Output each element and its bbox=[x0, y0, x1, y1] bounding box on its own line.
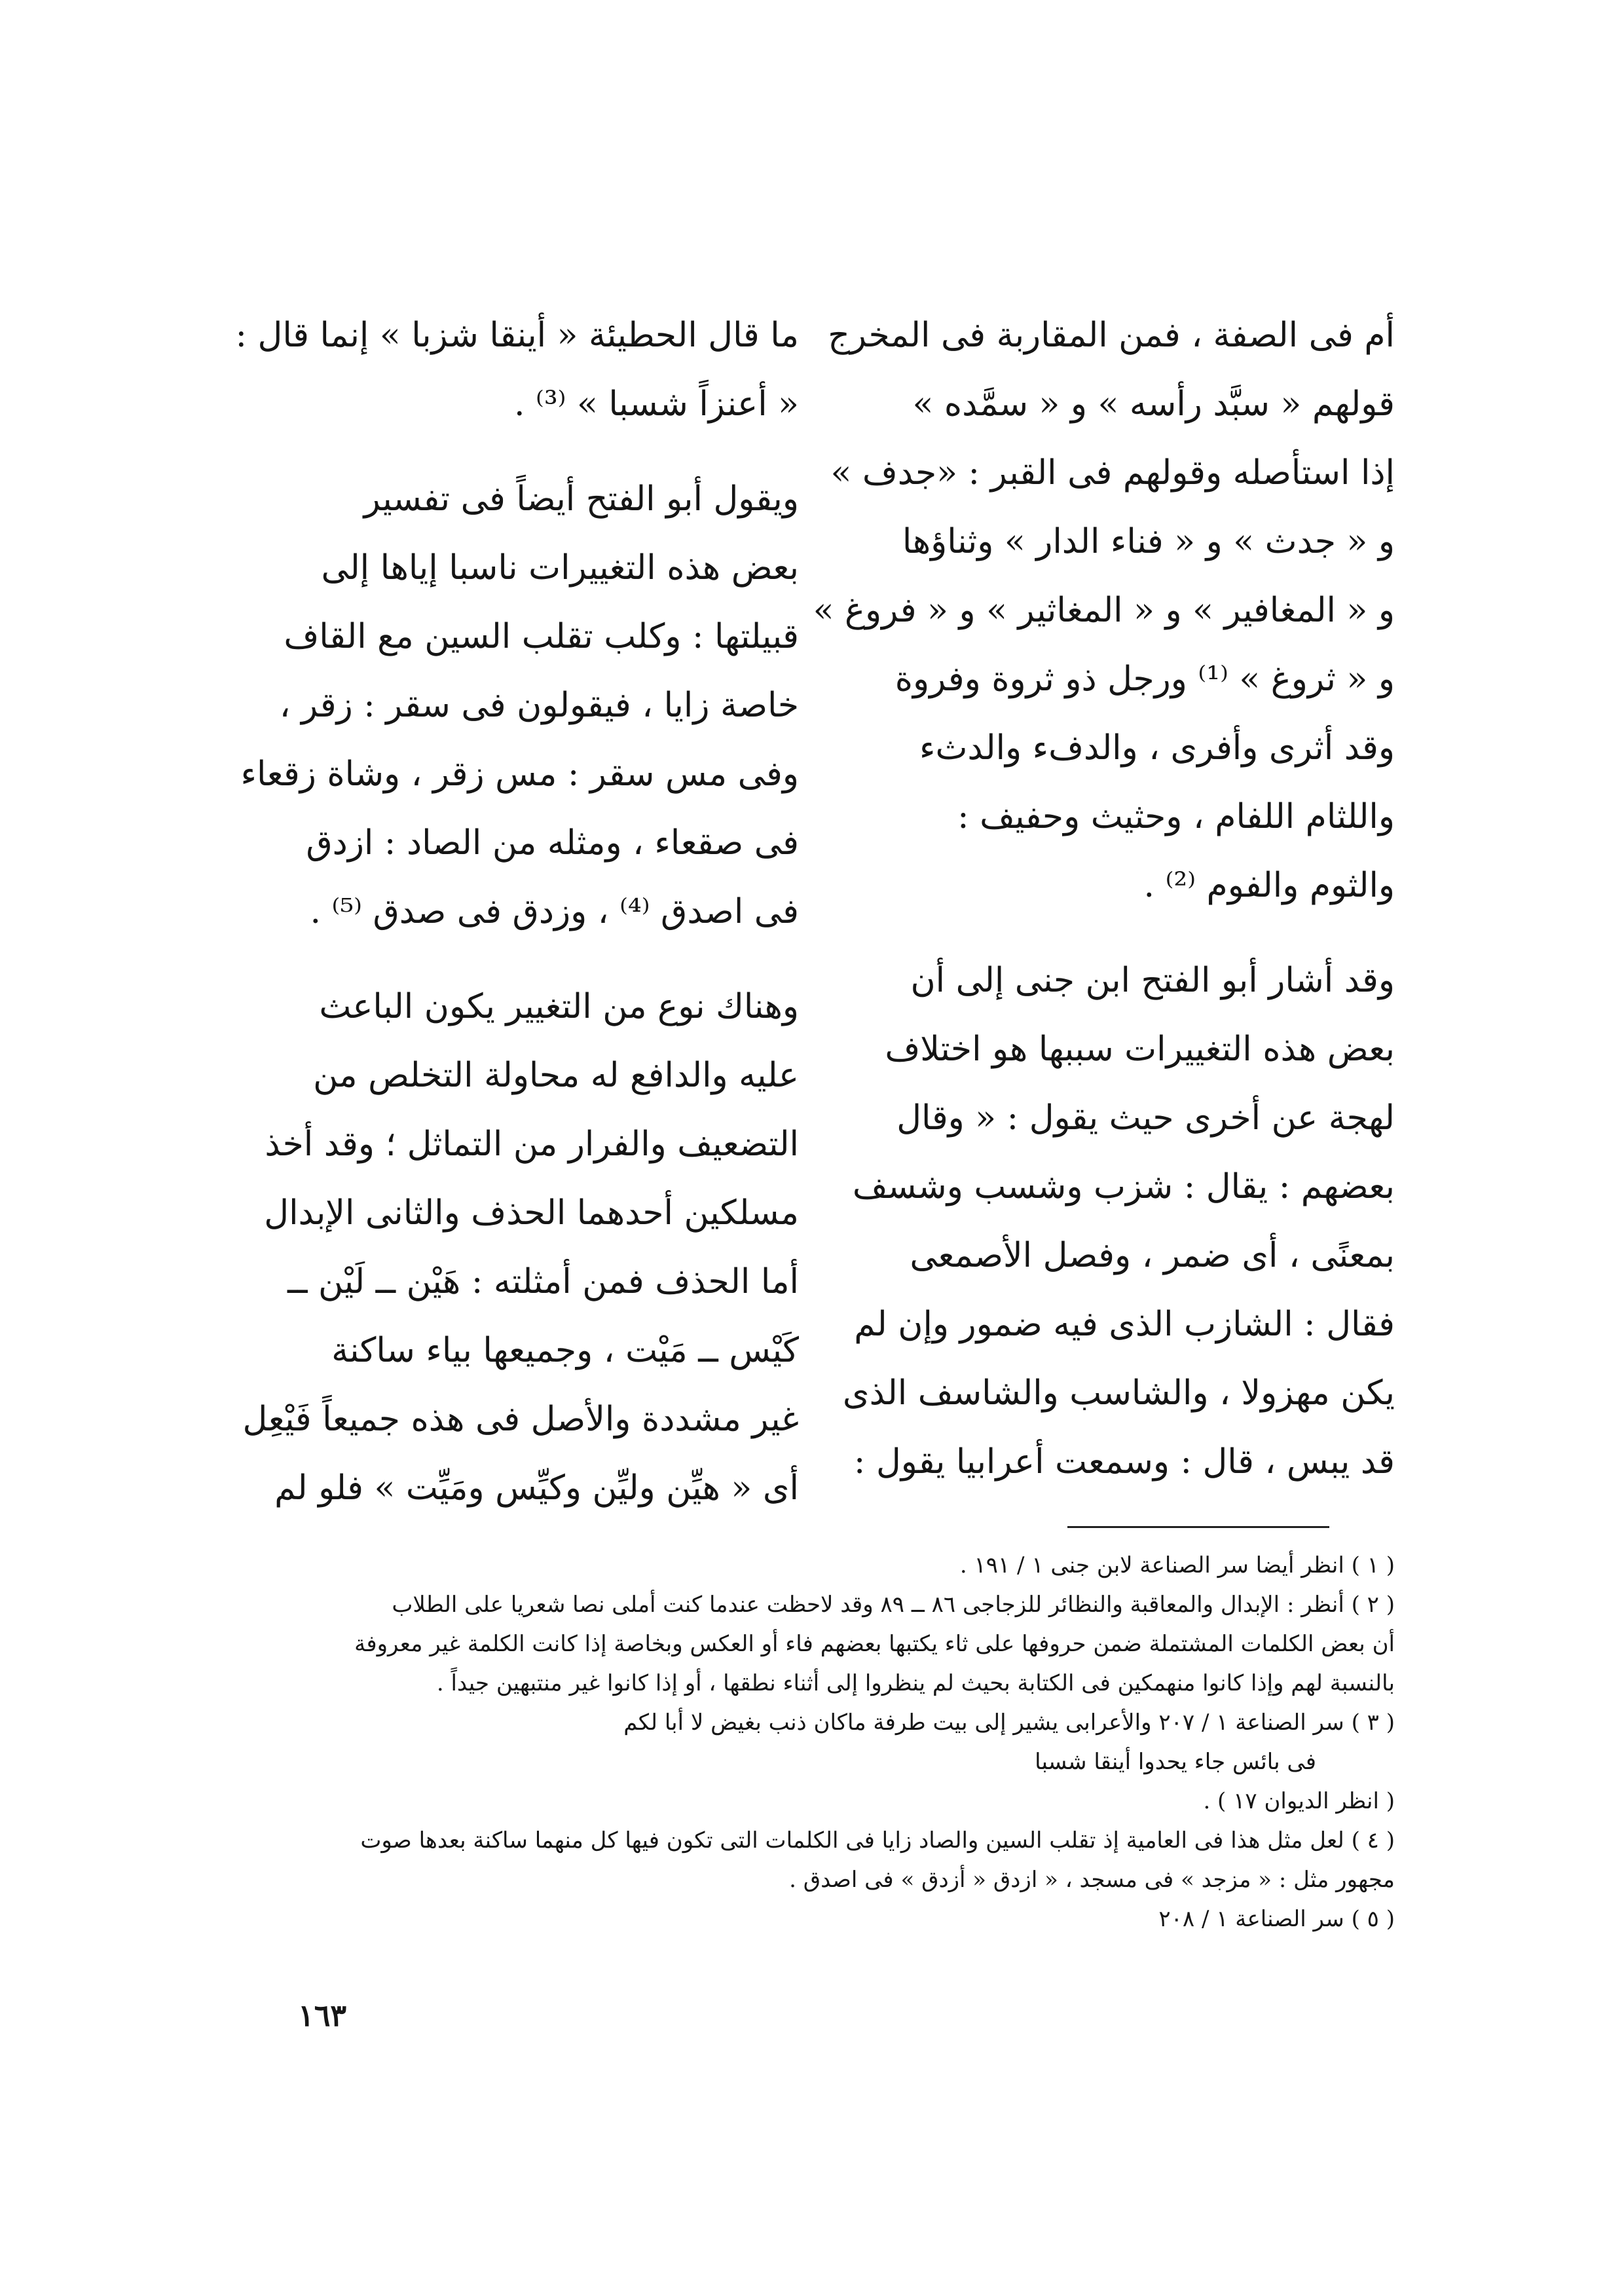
text-line: وقد أشار أبو الفتح ابن جنى إلى أن bbox=[910, 961, 1395, 1000]
paragraph-left-1 bbox=[235, 301, 799, 439]
text-line: و « جدث » و « فناء الدار » وثناؤها bbox=[902, 522, 1395, 561]
text-line: أم فى الصفة ، فمن المقاربة فى المخرج bbox=[828, 316, 1395, 355]
footnote-5: ( ٥ ) سر الصناعة ١ / ٢٠٨ bbox=[1158, 1906, 1395, 1932]
text-line: و « المغافير » و « المغاثير » و « فروغ » bbox=[813, 591, 1395, 630]
text-line: و « ثروغ » ⁽¹⁾ ورجل ذو ثروة وفروة bbox=[895, 660, 1395, 699]
paragraph-left-3 bbox=[242, 973, 799, 1523]
text-line: ما قال الحطيئة « أينقا شزبا » إنما قال : bbox=[235, 316, 799, 355]
paragraph-right-1 bbox=[813, 301, 1395, 920]
text-line: ويقول أبو الفتح أيضاً فى تفسير bbox=[363, 479, 799, 519]
footnote-3-verse: فى بائس جاء يحدوا أينقا شسبا bbox=[1035, 1749, 1316, 1775]
text-line: وهناك نوع من التغيير يكون الباعث bbox=[319, 987, 799, 1026]
paragraph-gap bbox=[301, 439, 799, 465]
footnote-2: ( ٢ ) أنظر : الإبدال والمعاقبة والنظائر للزجاجى ٨٦ ــ ٨٩ وقد لاحظت عندما كنت أملى نصا شعريا على الطلاب bbox=[392, 1592, 1395, 1618]
footnote-3-cont: ( انظر الديوان ١٧ ) . bbox=[1203, 1788, 1395, 1814]
text-line: بعض هذه التغييرات سببها هو اختلاف bbox=[885, 1030, 1395, 1069]
text-line: « أعنزاً شسبا » ⁽³⁾ . bbox=[513, 384, 799, 424]
text-line: يكن مهزولا ، والشاسب والشاسف الذى bbox=[842, 1373, 1395, 1413]
text-line: خاصة زايا ، فيقولون فى سقر : زقر ، bbox=[279, 686, 799, 725]
text-line: أما الحذف فمن أمثلته : هَيْن ــ لَيْن ــ bbox=[287, 1262, 799, 1301]
text-line: بعضهم : يقال : شزب وشسب وشسف bbox=[852, 1167, 1395, 1206]
text-line: أى « هيِّن وليِّن وكيِّس ومَيِّت » فلو لم bbox=[274, 1468, 799, 1508]
footnote-divider bbox=[1067, 1526, 1329, 1528]
text-line: قد يبس ، قال : وسمعت أعرابيا يقول : bbox=[853, 1442, 1395, 1482]
text-line: بعض هذه التغييرات ناسبا إياها إلى bbox=[321, 548, 799, 588]
text-line: التضعيف والفرار من التماثل ؛ وقد أخذ bbox=[265, 1125, 799, 1164]
text-line: وقد أثرى وأفرى ، والدفء والدثء bbox=[919, 728, 1395, 768]
text-line: كَيْس ــ مَيْت ، وجميعها بياء ساكنة bbox=[331, 1331, 799, 1370]
page-number: ١٦٣ bbox=[298, 1998, 347, 2033]
paragraph-left-2 bbox=[240, 465, 799, 946]
left-column bbox=[235, 301, 799, 1523]
paragraph-gap bbox=[851, 920, 1395, 946]
right-column bbox=[813, 301, 1395, 1497]
footnote-1: ( ١ ) انظر أيضا سر الصناعة لابن جنى ١ / ١٩١ . bbox=[959, 1552, 1395, 1578]
text-line: واللثام اللفام ، وحثيث وحفيف : bbox=[957, 797, 1395, 836]
footnote-2-cont: أن بعض الكلمات المشتملة ضمن حروفها على ثاء يكتبها بعضهم فاء أو العكس وبخاصة إذا كانت الكلمة غير معروفة bbox=[354, 1631, 1395, 1657]
footnote-4-cont: مجهور مثل : « مزجد » فى مسجد ، « ازدق « أزدق » فى اصدق . bbox=[789, 1867, 1395, 1893]
text-line: والثوم والفوم ⁽²⁾ . bbox=[1143, 866, 1395, 905]
footnotes bbox=[301, 1546, 1395, 1939]
text-line: فقال : الشازب الذى فيه ضمور وإن لم bbox=[854, 1305, 1395, 1344]
footnote-2-cont: بالنسبة لهم وإذا كانوا منهمكين فى الكتابة بحيث لم ينظروا إلى أثناء نطقها ، أو إذا كانوا غير منتبهين جيداً . bbox=[436, 1670, 1395, 1696]
text-line: بمعنًى ، أى ضمر ، وفصل الأصمعى bbox=[910, 1236, 1395, 1275]
text-line: غير مشددة والأصل فى هذه جميعاً فَيْعِل bbox=[242, 1400, 799, 1439]
text-line: وفى مس سقر : مس زقر ، وشاة زقعاء bbox=[240, 755, 799, 794]
text-line: فى اصدق ⁽⁴⁾ ، وزدق فى صدق ⁽⁵⁾ . bbox=[310, 892, 799, 931]
text-line: مسلكين أحدهما الحذف والثانى الإبدال bbox=[264, 1193, 799, 1233]
footnote-4: ( ٤ ) لعل مثل هذا فى العامية إذ تقلب السين والصاد زايا فى الكلمات التى تكون فيها كل منهما ساكنة بعدها صوت bbox=[360, 1827, 1395, 1854]
text-line: فى صقعاء ، ومثله من الصاد : ازدق bbox=[306, 823, 799, 863]
footnote-3: ( ٣ ) سر الصناعة ١ / ٢٠٧ والأعرابى يشير إلى بيت طرفة ماكان ذنب بغيض لا أبا لكم bbox=[623, 1709, 1395, 1736]
text-line: قولهم « سبَّد رأسه » و « سمَّده » bbox=[912, 384, 1395, 424]
paragraph-right-2 bbox=[842, 946, 1395, 1497]
text-line: قبيلتها : وكلب تقلب السين مع القاف bbox=[284, 617, 799, 656]
text-line: إذا استأصله وقولهم فى القبر : «جدف » bbox=[830, 453, 1395, 493]
paragraph-gap bbox=[301, 946, 799, 973]
text-line: عليه والدافع له محاولة التخلص من bbox=[313, 1056, 799, 1095]
text-line: لهجة عن أخرى حيث يقول : « وقال bbox=[896, 1098, 1395, 1138]
